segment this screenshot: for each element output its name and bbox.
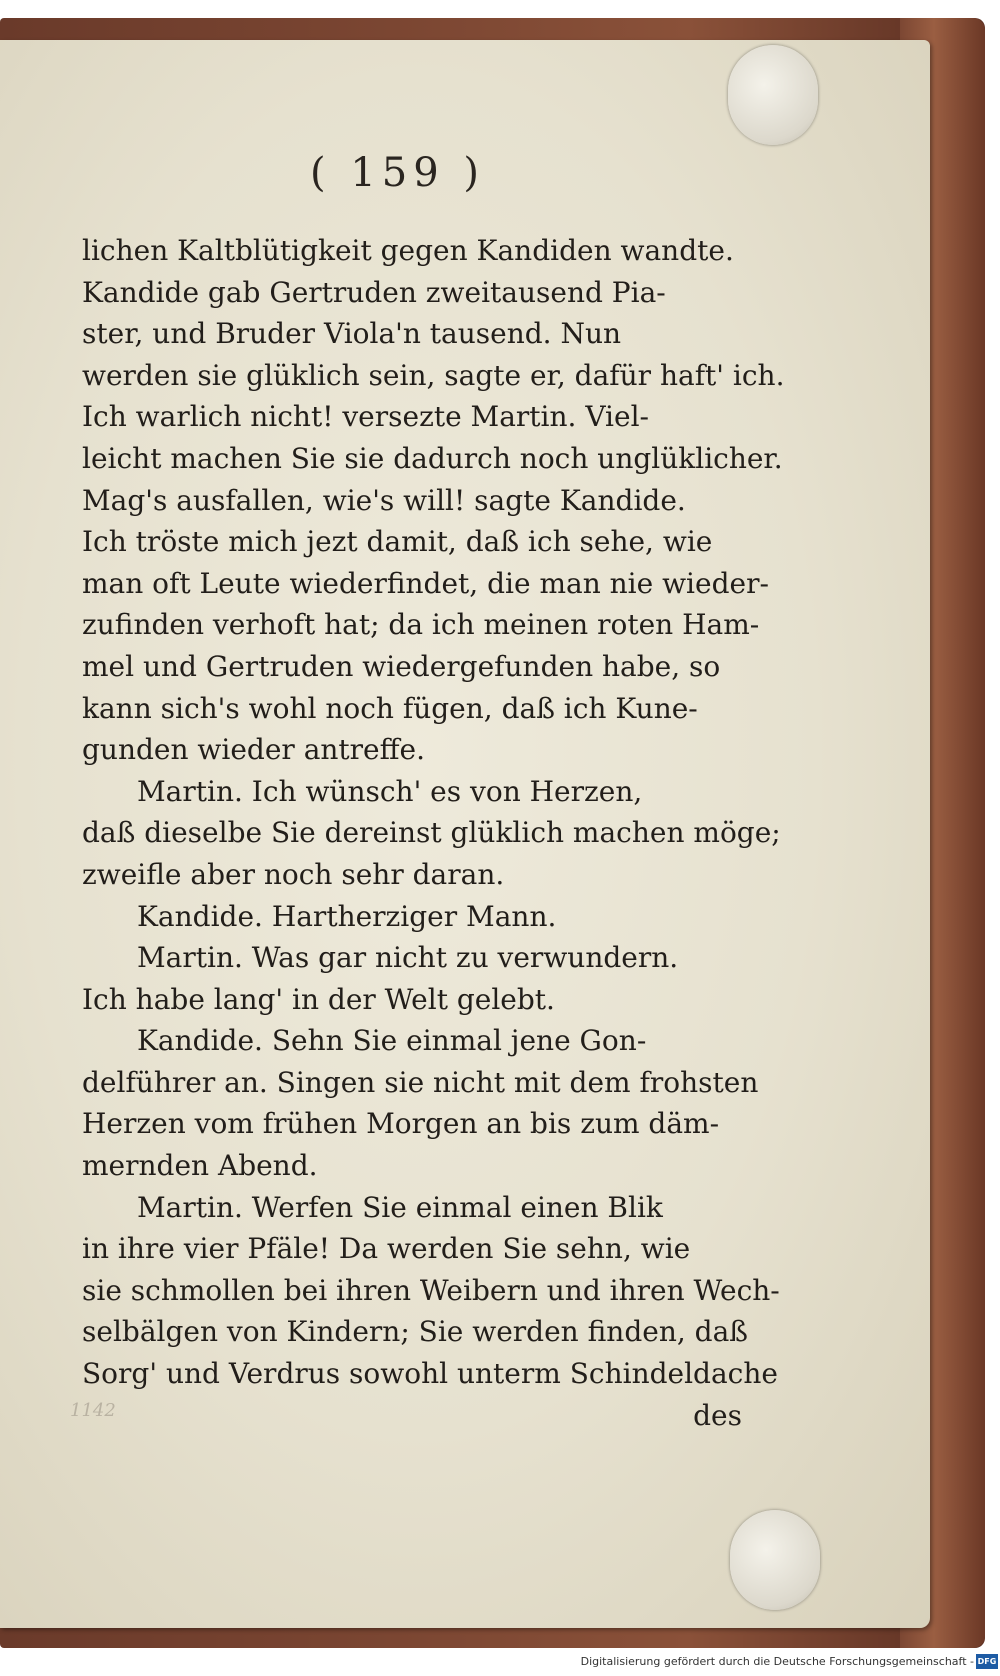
speaker-line: Martin. Was gar nicht zu verwundern.	[137, 941, 679, 975]
text-line: in ihre vier Pfäle! Da werden Sie sehn, wie	[82, 1232, 691, 1266]
text-line: Mag's ausfallen, wie's will! sagte Kandide.	[82, 483, 686, 517]
library-stamp: 1142	[70, 1400, 116, 1421]
funding-credit: Digitalisierung gefördert durch die Deutsche Forschungsgemeinschaft -	[580, 1655, 974, 1668]
page-clip-top	[728, 45, 818, 145]
text-line: gunden wieder antreffe.	[82, 733, 425, 767]
text-line: man oft Leute wiederfindet, die man nie wieder-	[82, 566, 769, 600]
text-line: delführer an. Singen sie nicht mit dem frohsten	[82, 1065, 759, 1099]
text-line: zufinden verhoft hat; da ich meinen roten Ham-	[82, 608, 760, 642]
speaker-line: Martin. Werfen Sie einmal einen Blik	[137, 1190, 663, 1224]
text-line: mel und Gertruden wiedergefunden habe, so	[82, 649, 721, 683]
page-clip-bottom	[730, 1510, 820, 1610]
text-line: Ich warlich nicht! versezte Martin. Viel-	[82, 400, 649, 434]
text-line: daß dieselbe Sie dereinst glüklich machen möge;	[82, 816, 781, 850]
text-line: leicht machen Sie sie dadurch noch unglüklicher.	[82, 441, 783, 475]
text-line: Kandide gab Gertruden zweitausend Pia-	[82, 275, 666, 309]
speaker-line: Martin. Ich wünsch' es von Herzen,	[137, 774, 643, 808]
page-text	[82, 230, 785, 1436]
speaker-line: Kandide. Sehn Sie einmal jene Gon-	[137, 1024, 647, 1058]
text-line: kann sich's wohl noch fügen, daß ich Kune-	[82, 691, 698, 725]
text-line: Ich habe lang' in der Welt gelebt.	[82, 982, 555, 1016]
speaker-line: Kandide. Hartherziger Mann.	[137, 899, 557, 933]
footer-bar	[0, 1652, 1000, 1676]
page-number: ( 159 )	[310, 150, 485, 196]
text-line: selbälgen von Kindern; Sie werden finden, daß	[82, 1315, 748, 1349]
dfg-logo: DFG	[976, 1654, 998, 1669]
text-line: zweifle aber noch sehr daran.	[82, 857, 505, 891]
catchword: des	[693, 1398, 742, 1432]
text-line: ster, und Bruder Viola'n tausend. Nun	[82, 317, 622, 351]
text-line: mernden Abend.	[82, 1149, 318, 1183]
text-line: werden sie glüklich sein, sagte er, dafür haft' ich.	[82, 358, 785, 392]
text-line: lichen Kaltblütigkeit gegen Kandiden wandte.	[82, 234, 734, 267]
text-line: sie schmollen bei ihren Weibern und ihren Wech-	[82, 1273, 780, 1307]
text-line: Herzen vom frühen Morgen an bis zum däm-	[82, 1107, 720, 1141]
text-line: Sorg' und Verdrus sowohl unterm Schindeldache	[82, 1357, 778, 1391]
text-line: Ich tröste mich jezt damit, daß ich sehe, wie	[82, 525, 713, 559]
